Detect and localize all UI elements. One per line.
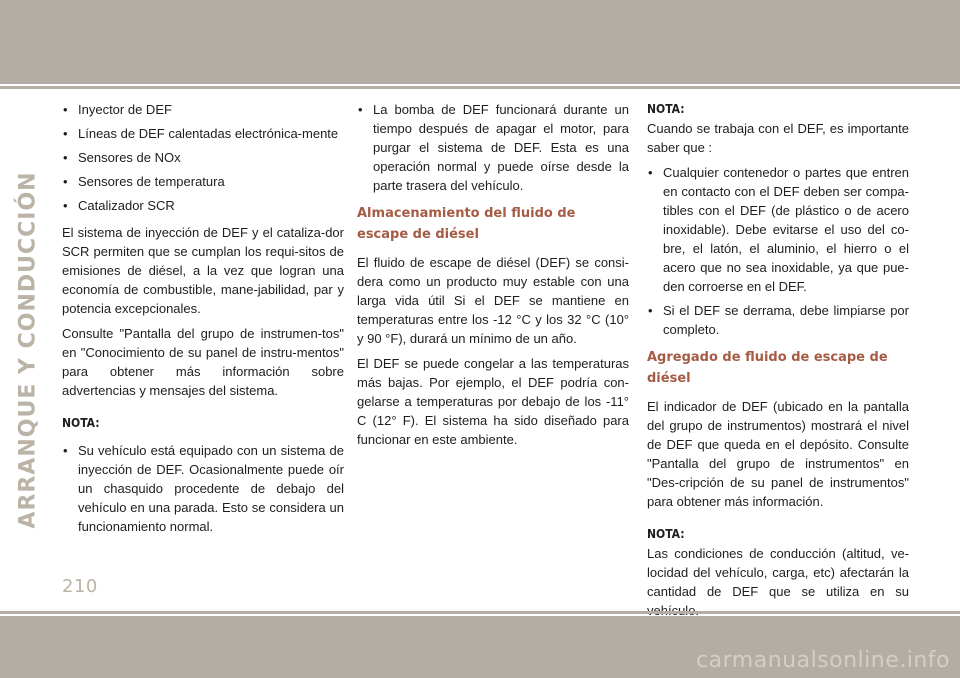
- section-side-title: ARRANQUE Y CONDUCCIÓN: [15, 171, 41, 529]
- section-heading: Almacenamiento del fluido de escape de diésel: [357, 206, 576, 242]
- list-item: • Si el DEF se derrama, debe limpiarse por completo.: [647, 301, 909, 339]
- component-list: [62, 100, 344, 215]
- list-item: • Líneas de DEF calentadas electrónica-mente: [62, 124, 344, 143]
- note-text: Las condiciones de conducción (altitud, ve-locidad del vehículo, carga, etc) afectarán la cantidad de DEF que se utiliza en su: [647, 546, 909, 599]
- list-item: • Sensores de NOx: [62, 148, 344, 167]
- note-label: NOTA:: [62, 416, 100, 430]
- list-item: • Inyector de DEF: [62, 100, 344, 119]
- bullet-list: [647, 163, 909, 339]
- footer-rule: [0, 611, 960, 614]
- note-block: [647, 525, 909, 620]
- header-rule: [0, 86, 960, 89]
- bullet-list: [357, 100, 629, 195]
- watermark: carmanualsonline.info: [696, 648, 950, 673]
- note-label: NOTA:: [647, 102, 685, 116]
- list-item: • La bomba de DEF funcionará durante un tiempo después de apagar el motor, para purgar el sistema de DEF. Esta es una operación normal y puede oírse desde la parte trasera del vehículo.: [357, 100, 629, 195]
- list-item: • Cualquier contenedor o partes que entren en contacto con el DEF deben ser compa-tibles con el DEF (de plástico o de acero inoxidable). Debe evitarse el uso del co-bre, el latón, el aluminio, el hierro o el acero que no sea inoxidable, ya que pue-den corroerse en el DEF.: [647, 163, 909, 296]
- section-heading: Agregado de fluido de escape de diésel: [647, 350, 888, 386]
- list-item: • Sensores de temperatura: [62, 172, 344, 191]
- paragraph: El DEF se puede congelar a las temperaturas más bajas. Por ejemplo, el DEF podría con-gelarse a temperaturas por debajo de los -11° C (12° F). El sistema ha sido diseñado para funcionar en este ambiente.: [357, 356, 629, 447]
- paragraph: El sistema de inyección de DEF y el cataliza-dor SCR permiten que se cumplan los requi-sitos de emisiones de diésel, a la vez que logran una economía de combustible, mane-jabilidad, par y potencia excepcionales.: [62, 225, 344, 316]
- note-list: [62, 441, 344, 536]
- note-text: Cuando se trabaja con el DEF, es importante saber que :: [647, 121, 909, 155]
- header-band: [0, 0, 960, 84]
- paragraph: El indicador de DEF (ubicado en la pantalla del grupo de instrumentos) mostrará el nivel de DEF que queda en el depósito. Consulte "Pantalla del grupo de instrumentos" en "Des-cripción de su panel de instrumentos" para obtener más información.: [647, 399, 909, 509]
- note-block: [62, 414, 344, 536]
- list-item: • Su vehículo está equipado con un sistema de inyección de DEF. Ocasionalmente puede oír un chasquido procedente de debajo del vehículo en una parada. Esto se considera un funcionamiento normal.: [62, 441, 344, 536]
- column-3: [647, 100, 909, 626]
- paragraph: El fluido de escape de diésel (DEF) se consi-dera como un producto muy estable con una larga vida útil Si el DEF se mantiene en temperaturas entre los -12 °C y los 32 °C (10° y 90 °F), durará un mínimo de un año.: [357, 255, 629, 346]
- note-label: NOTA:: [647, 527, 685, 541]
- column-2: [357, 100, 629, 455]
- column-1: [62, 100, 344, 541]
- page-number: 210: [62, 576, 98, 597]
- paragraph: Consulte "Pantalla del grupo de instrumen-tos" en "Conocimiento de su panel de instru-mentos" para obtener más información sobre advertencias y mensajes del sistema.: [62, 326, 344, 398]
- list-item: • Catalizador SCR: [62, 196, 344, 215]
